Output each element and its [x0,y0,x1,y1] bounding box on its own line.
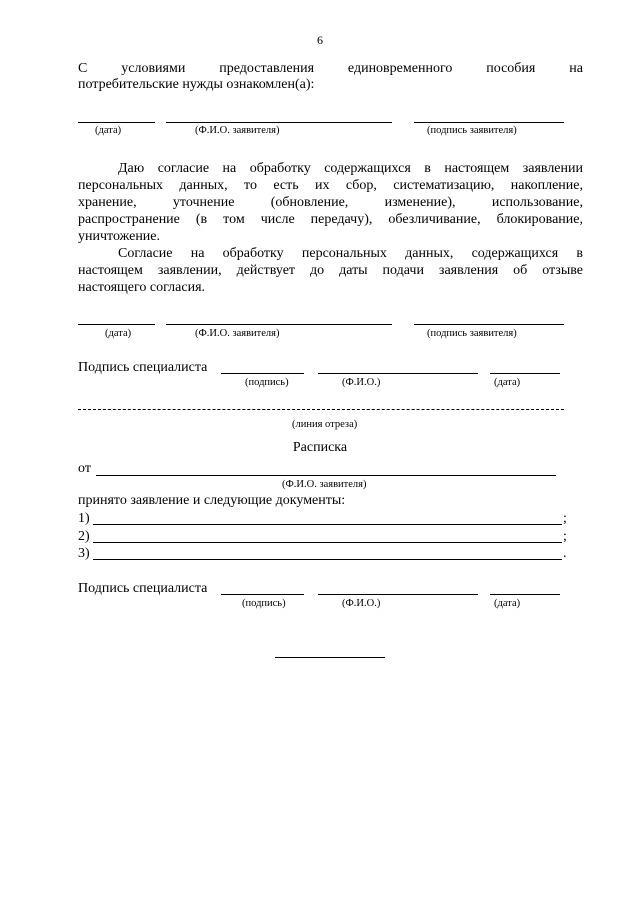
sign-caption: (подпись) [245,377,289,388]
from-line [96,475,556,476]
accepted-documents-label: принято заявление и следующие документы: [78,493,346,508]
consent-line: распространение (в том числе передачу), обезличивание, блокирование, [78,212,583,227]
consent-validity-line: настоящем заявлении, действует до даты подачи заявления об отзыве [78,263,583,278]
fio-signature-line [166,122,392,123]
date-signature-line [78,324,155,325]
document-item-end: . [563,546,567,561]
intro-word: предоставления [219,61,315,76]
date-caption: (дата) [494,598,521,609]
receipt-title: Расписка [292,440,348,455]
specialist-signature-label: Подпись специалиста [78,360,208,375]
intro-word: пособия [486,61,536,76]
consent-line: персональных данных, то есть их сбор, систематизацию, накопление, [78,178,583,193]
applicant-sign-caption: (подпись заявителя) [427,328,517,339]
intro-line-1 [78,60,583,77]
fio-caption: (Ф.И.О. заявителя) [195,125,280,136]
consent-line: хранение, уточнение (обновление, изменение), использование, [78,195,583,210]
intro-word: условиями [121,61,186,76]
applicant-signature-line [414,122,564,123]
consent-line: уничтожение. [78,229,161,244]
document-item-line [93,524,562,525]
fio-caption: (Ф.И.О.) [342,377,381,388]
document-item-number: 2) [78,529,90,544]
fio-signature-line [166,324,392,325]
specialist-fio-line [318,373,478,374]
specialist-signature-label: Подпись специалиста [78,581,208,596]
document-item-end: ; [563,529,567,544]
from-label: от [78,461,91,476]
consent-validity-line: настоящего согласия. [78,280,206,295]
document-item-line [93,542,562,543]
intro-word: единовременного [347,61,453,76]
cut-line-caption: (линия отреза) [292,419,358,430]
applicant-signature-line [414,324,564,325]
from-caption: (Ф.И.О. заявителя) [282,479,367,490]
specialist-sign-line [221,594,304,595]
document-item-line [93,559,562,560]
date-caption: (дата) [105,328,132,339]
specialist-sign-line [221,373,304,374]
applicant-sign-caption: (подпись заявителя) [427,125,517,136]
fio-caption: (Ф.И.О.) [342,598,381,609]
intro-word: С [78,61,88,76]
document-item-number: 1) [78,511,90,526]
date-caption: (дата) [95,125,122,136]
specialist-date-line [490,373,560,374]
intro-word: на [569,61,583,76]
specialist-date-line [490,594,560,595]
date-caption: (дата) [494,377,521,388]
document-item-end: ; [563,511,567,526]
consent-validity-line: Согласие на обработку персональных данных, содержащихся в [118,246,583,261]
page-number: 6 [317,33,323,47]
specialist-fio-line [318,594,478,595]
cut-dashed-line [78,409,564,410]
fio-caption: (Ф.И.О. заявителя) [195,328,280,339]
sign-caption: (подпись) [242,598,286,609]
intro-line-2: потребительские нужды ознакомлен(а): [78,77,315,92]
date-signature-line [78,122,155,123]
closing-separator-line [275,657,385,658]
consent-line: Даю согласие на обработку содержащихся в настоящем заявлении [118,161,583,176]
document-item-number: 3) [78,546,90,561]
